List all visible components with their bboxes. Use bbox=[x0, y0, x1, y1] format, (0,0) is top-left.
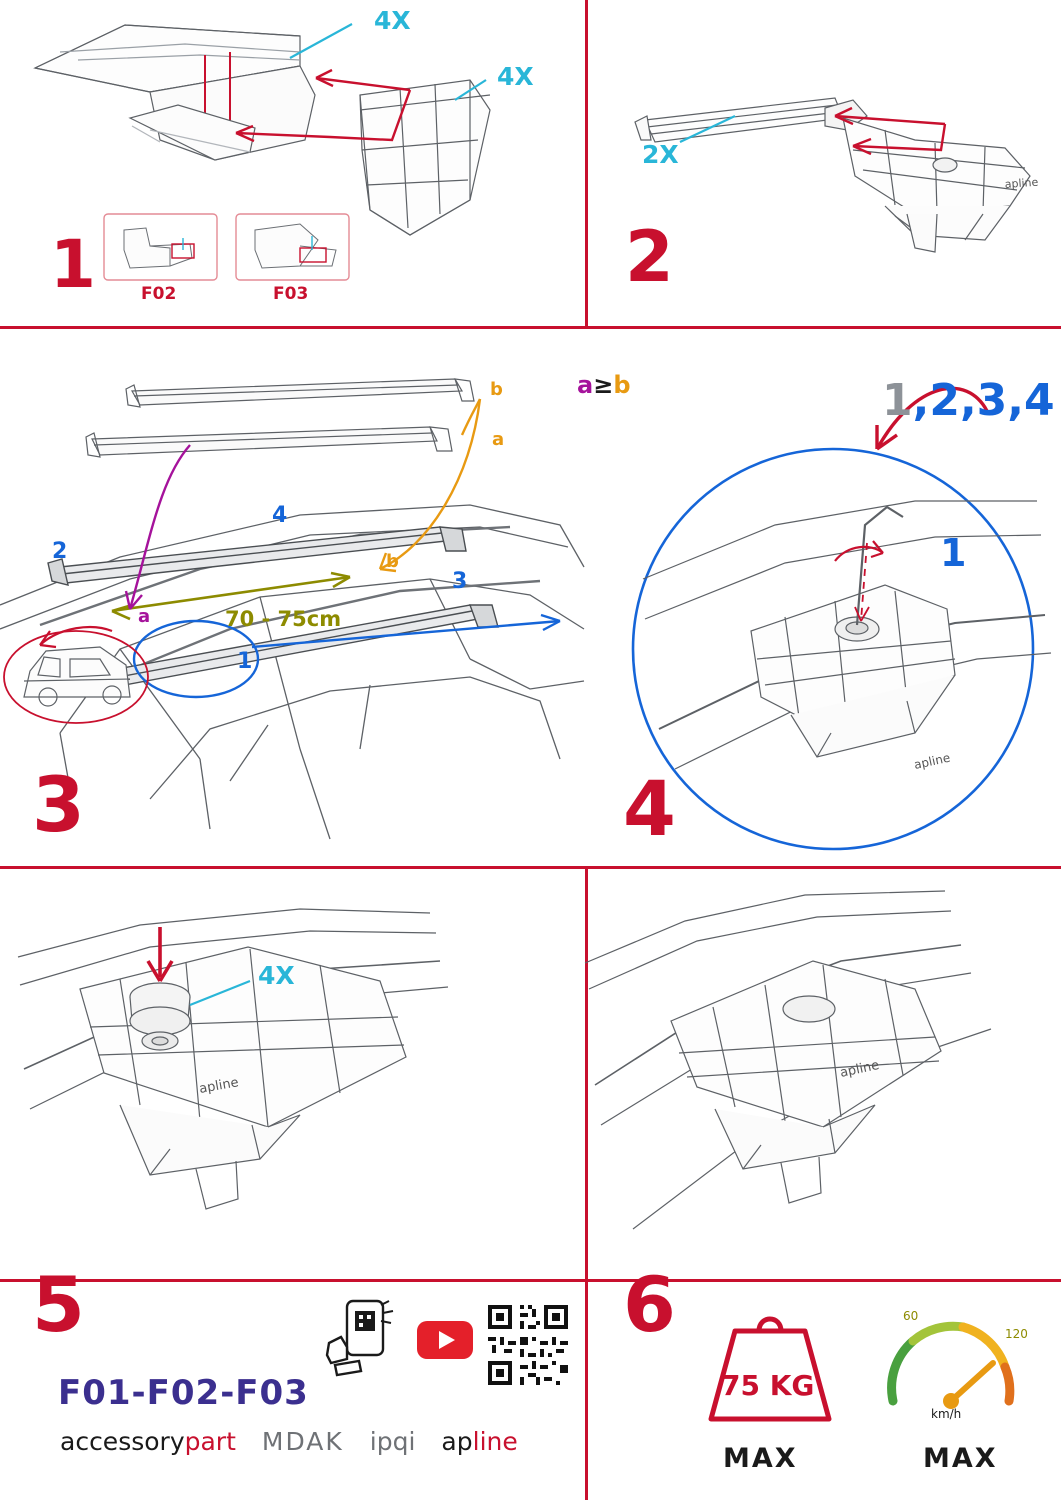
step3-marker-b-right: b bbox=[490, 379, 503, 400]
qr-code-icon[interactable] bbox=[484, 1301, 572, 1389]
step-number-1: 1 bbox=[50, 226, 96, 303]
svg-text:apline: apline bbox=[1004, 175, 1039, 191]
step3-marker-a-right: a bbox=[492, 429, 505, 450]
step5-qty-label: 4X bbox=[258, 961, 295, 990]
weight-max-label: MAX bbox=[723, 1443, 798, 1474]
step3-order-2: 2 bbox=[52, 539, 68, 564]
step-number-2: 2 bbox=[625, 216, 674, 298]
step4-turn-label: 1 bbox=[940, 531, 967, 575]
step-6-panel bbox=[585, 869, 1061, 1279]
phone-scan-icon[interactable] bbox=[325, 1299, 395, 1379]
gauge-max-label: 120 bbox=[1005, 1327, 1028, 1341]
step3-condition-label: a≥b bbox=[577, 371, 631, 399]
product-code-label: F01-F02-F03 bbox=[58, 1373, 309, 1413]
condition-a: a bbox=[577, 371, 594, 399]
step3-order-4: 4 bbox=[272, 503, 288, 528]
weight-value-label: 75 KG bbox=[721, 1369, 815, 1402]
brand-ipqi: ipqi bbox=[369, 1427, 416, 1456]
step-3-illustration bbox=[0, 329, 585, 866]
speed-unit-label: km/h bbox=[931, 1407, 962, 1421]
youtube-icon[interactable] bbox=[415, 1317, 475, 1361]
svg-text:apline: apline bbox=[838, 1057, 881, 1081]
speed-max-label: MAX bbox=[923, 1443, 998, 1474]
step-6-illustration bbox=[585, 869, 1061, 1279]
brand-mdak: MDAK bbox=[261, 1427, 344, 1456]
svg-text:apline: apline bbox=[198, 1075, 240, 1097]
step3-order-1: 1 bbox=[237, 649, 253, 674]
step3-marker-a-purple: a bbox=[138, 606, 151, 627]
step-5-panel bbox=[0, 869, 585, 1279]
step1-variant-f03-label: F03 bbox=[273, 284, 309, 304]
step3-marker-b-orange: b bbox=[386, 551, 399, 572]
step4-sequence-label bbox=[882, 375, 1055, 426]
step-number-3: 3 bbox=[32, 760, 85, 849]
step2-qty-label: 2X bbox=[642, 140, 679, 169]
step3-spacing-label: 70 - 75cm bbox=[225, 607, 342, 631]
bottom-right-panel bbox=[585, 1260, 1061, 1500]
step-1-panel bbox=[0, 0, 585, 326]
step1-qty-right-label: 4X bbox=[497, 62, 534, 91]
brand-accessorypart: accessorypart bbox=[60, 1427, 236, 1456]
svg-text:apline: apline bbox=[912, 750, 952, 772]
step-number-4: 4 bbox=[623, 764, 676, 853]
bottom-left-panel bbox=[0, 1260, 585, 1500]
weight-limit-icon bbox=[695, 1301, 845, 1431]
sequence-first: 1 bbox=[882, 375, 913, 426]
brand-logo-row bbox=[60, 1427, 518, 1456]
step-5-illustration bbox=[0, 869, 585, 1279]
sequence-rest: ,2,3,4 bbox=[912, 375, 1055, 426]
step1-variant-f02-label: F02 bbox=[141, 284, 177, 304]
step-number-6: 6 bbox=[623, 1260, 676, 1349]
step-number-5: 5 bbox=[32, 1260, 85, 1349]
brand-apline: apline bbox=[441, 1427, 518, 1456]
step-2-panel bbox=[585, 0, 1061, 326]
step-3-panel bbox=[0, 329, 631, 866]
condition-b: b bbox=[613, 371, 631, 399]
step-4-panel bbox=[585, 329, 1061, 866]
gauge-min-label: 60 bbox=[903, 1309, 919, 1323]
step1-qty-top-label: 4X bbox=[374, 6, 411, 35]
step3-order-3: 3 bbox=[452, 569, 468, 594]
